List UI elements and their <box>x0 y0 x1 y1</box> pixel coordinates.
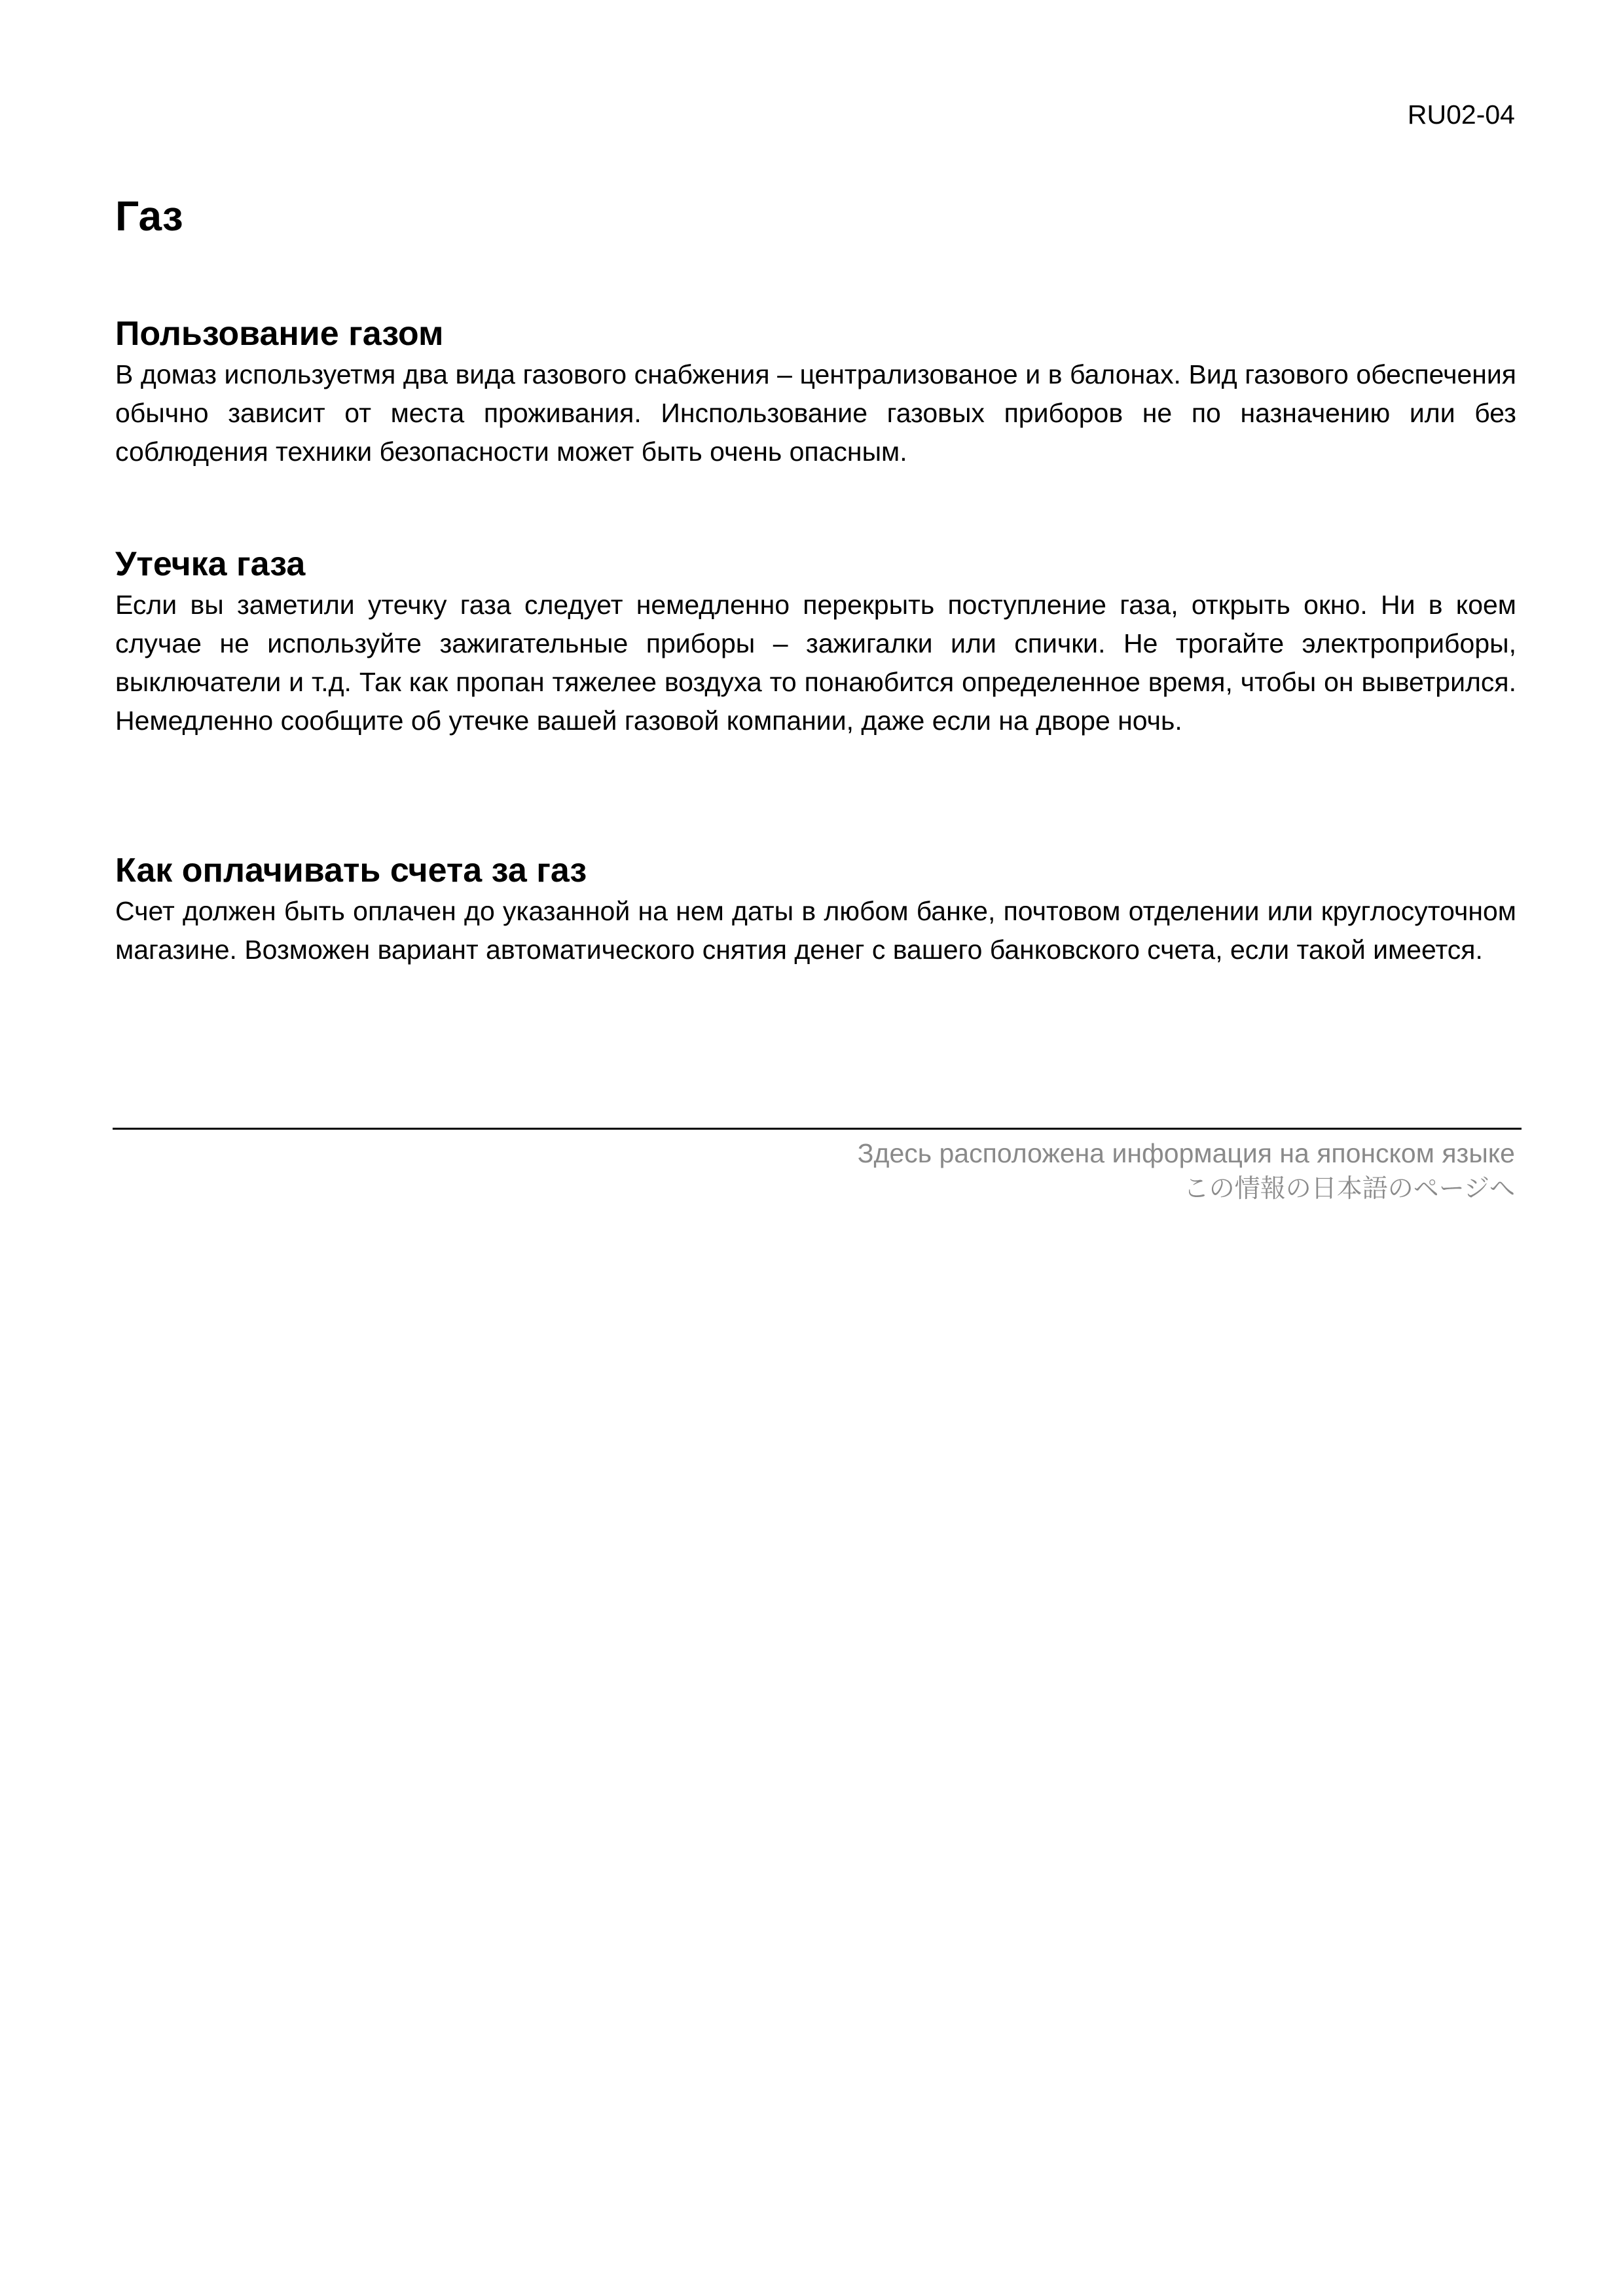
japanese-info-link[interactable]: Здесь расположена информация на японском языке <box>857 1138 1515 1168</box>
footer-divider <box>113 1128 1522 1130</box>
japanese-page-link[interactable]: この情報の日本語のページへ <box>1183 1174 1515 1204</box>
section-heading: Пользование газом <box>115 315 444 353</box>
page-title: Газ <box>115 192 183 240</box>
section-body: Если вы заметили утечку газа следует немедленно перекрыть поступление газа, открыть окно. Ни в коем случае не используйте зажигательные приборы – зажигалки или спички. Не трогайте электроприборы, выключатели и т.д. Так как пропан тяжелее воздуха то понаюбится определенное время, чтобы он выветрился. Немедленно сообщите об утечке вашей газовой компании, даже если на дворе ночь. <box>115 590 1516 736</box>
document-id: RU02-04 <box>1407 99 1515 130</box>
section-body: Счет должен быть оплачен до указанной на нем даты в любом банке, почтовом отделении или круглосуточном магазине. Возможен вариант автоматического снятия денег с вашего банковского счета, если такой имеется. <box>115 896 1516 965</box>
section-gas-usage <box>115 312 1516 471</box>
section-heading: Как оплачивать счета за газ <box>115 852 587 889</box>
section-heading: Утечка газа <box>115 545 306 583</box>
section-gas-bills <box>115 849 1516 969</box>
section-gas-leak <box>115 543 1516 740</box>
section-body: В домаз используетмя два вида газового снабжения – централизованое и в балонах. Вид газового обеспечения обычно зависит от места проживания. Инспользование газовых приборов не по назначению или без соблюдения техники безопасности может быть очень опасным. <box>115 359 1516 467</box>
